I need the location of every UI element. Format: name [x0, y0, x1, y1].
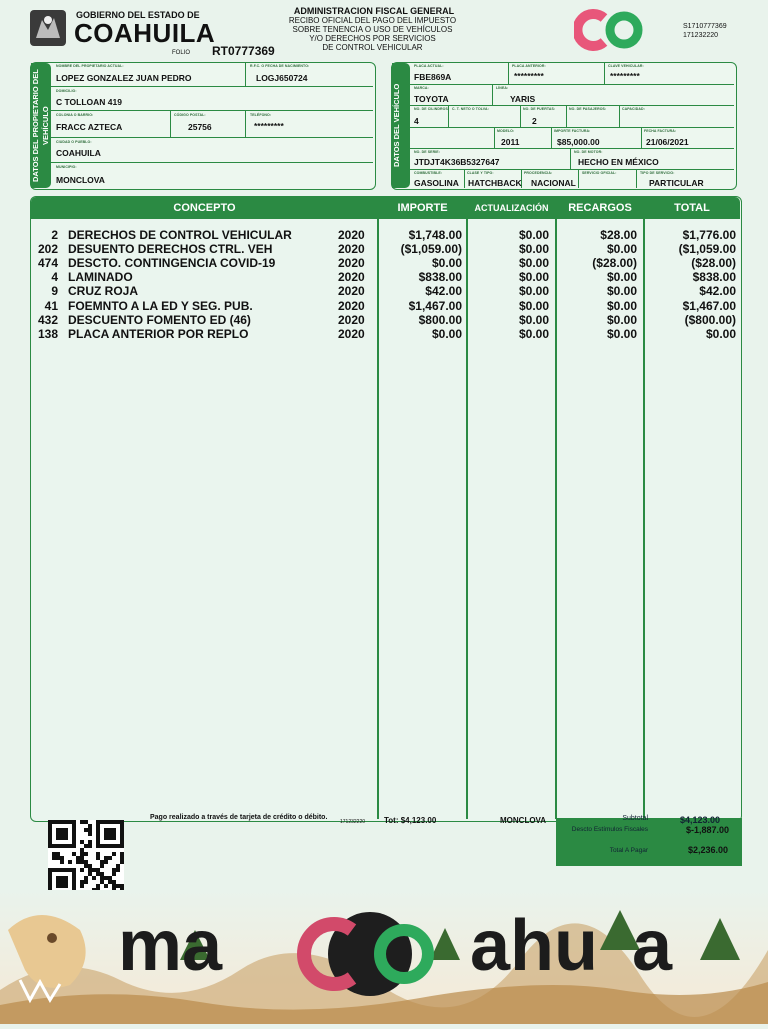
prev-plate-label: PLACA ANTERIOR: [512, 64, 546, 68]
model: 2011 [501, 137, 520, 147]
procedence: NACIONAL [531, 178, 576, 188]
owner-phone: ********* [254, 121, 284, 131]
owner-city: MONCLOVA [56, 175, 105, 185]
line: YARIS [510, 94, 536, 104]
col-header-concepto: CONCEPTO [173, 202, 236, 214]
origin-label: NO. DE MOTOR: [574, 150, 603, 154]
row-total: $838.00 [692, 270, 736, 284]
row-code: 432 [37, 313, 58, 327]
owner-colony: FRACC AZTECA [56, 122, 123, 132]
row-year: 2020 [338, 270, 365, 284]
row-total: $1,776.00 [682, 228, 736, 242]
total-label: Total A Pagar [609, 847, 648, 854]
row-actualizacion: $0.00 [518, 242, 549, 256]
place: MONCLOVA [500, 816, 547, 825]
owner-zip-label: CÓDIGO POSTAL: [174, 113, 206, 117]
invoice-date-label: FECHA FACTURA: [644, 129, 677, 133]
serial: JTDJT4K36B5327647 [414, 157, 500, 167]
row-code: 2 [51, 228, 58, 242]
vehicle-section-title: DATOS DEL VEHÍCULO [392, 63, 410, 188]
row-importe: $800.00 [418, 313, 462, 327]
row-code: 202 [37, 242, 58, 256]
row-actualizacion: $0.00 [518, 228, 549, 242]
subtitle-line: SOBRE TENENCIA O USO DE VEHÍCULOS [292, 25, 453, 34]
owner-address: C TOLLOAN 419 [56, 97, 122, 107]
row-importe: $1,467.00 [408, 299, 462, 313]
owner-phone-label: TELÉFONO: [250, 113, 272, 117]
row-recargos: $0.00 [606, 270, 637, 284]
code-2: 171232220 [683, 32, 719, 39]
tot-label: Tot: $4,123.00 [384, 816, 437, 825]
row-importe: $42.00 [425, 284, 462, 298]
row-concept: DERECHOS DE CONTROL VEHICULAR [68, 228, 292, 242]
row-year: 2020 [338, 327, 365, 341]
cylinders: 4 [414, 116, 419, 126]
row-importe: $0.00 [431, 327, 462, 341]
row-year: 2020 [338, 256, 365, 270]
owner-colony-label: COLONIA O BARRIO: [56, 113, 94, 117]
invoice-date: 21/06/2021 [646, 137, 689, 147]
use: PARTICULAR [649, 178, 704, 188]
owner-name-label: NOMBRE DEL PROPIETARIO ACTUAL: [56, 64, 124, 68]
owner-rfc: LOGJ650724 [256, 73, 308, 83]
state-name: COAHUILA [74, 18, 216, 48]
owner-name: LOPEZ GONZALEZ JUAN PEDRO [56, 73, 192, 83]
small-code: 171232220 [340, 819, 366, 825]
vehicle-key: ********* [610, 71, 640, 81]
subtitle-line: Y/O DERECHOS POR SERVICIOS [309, 34, 436, 43]
fuel-label: COMBUSTIBLE: [414, 171, 443, 175]
row-recargos: $0.00 [606, 313, 637, 327]
row-importe: $0.00 [431, 256, 462, 270]
banner-text-4: a [632, 906, 673, 986]
row-actualizacion: $0.00 [518, 284, 549, 298]
row-total: $1,467.00 [682, 299, 736, 313]
row-importe: ($1,059.00) [400, 242, 462, 256]
gov-label: GOBIERNO DEL ESTADO DE [76, 10, 200, 20]
discount-label: Descto Estímulos Fiscales [571, 826, 648, 833]
class-label: CLASE Y TIPO: [467, 171, 494, 175]
row-code: 138 [37, 327, 58, 341]
row-actualizacion: $0.00 [518, 313, 549, 327]
code-1: S1710777369 [683, 23, 727, 30]
row-actualizacion: $0.00 [518, 299, 549, 313]
qr-code-icon [48, 820, 124, 896]
row-year: 2020 [338, 313, 365, 327]
row-importe: $838.00 [418, 270, 462, 284]
row-concept: PLACA ANTERIOR POR REPLO [68, 327, 249, 341]
col-header-recargos: RECARGOS [568, 202, 632, 214]
discount: $-1,887.00 [686, 825, 730, 835]
folio-label: FOLIO [172, 50, 191, 56]
row-total: ($1,059.00 [678, 242, 736, 256]
row-recargos: $0.00 [606, 284, 637, 298]
passengers-label: NO. DE PASAJEROS: [569, 107, 607, 111]
row-year: 2020 [338, 284, 365, 298]
folio-number: RT0777369 [212, 44, 275, 58]
fuel: GASOLINA [414, 178, 459, 188]
line-label: LÍNEA: [496, 86, 509, 90]
capacity-label: CAPACIDAD: [622, 107, 645, 111]
row-recargos: $0.00 [606, 299, 637, 313]
owner-section-title: DATOS DEL PROPIETARIO DEL VEHÍCULO [31, 63, 51, 188]
brand-label: MARCA: [414, 86, 429, 90]
use-label: TIPO DE SERVICIO: [640, 171, 675, 175]
subtitle-line: RECIBO OFICIAL DEL PAGO DEL IMPUESTO [288, 16, 457, 25]
row-total: $0.00 [705, 327, 736, 341]
coahuila-seal-icon [28, 8, 68, 48]
origin: HECHO EN MÉXICO [578, 157, 659, 167]
row-actualizacion: $0.00 [518, 256, 549, 270]
payment-note: Pago realizado a través de tarjeta de crédito o débito. [150, 814, 328, 821]
owner-zip: 25756 [188, 122, 212, 132]
procedence-label: PROCEDENCIA: [524, 171, 553, 175]
subtotal: $4,123.00 [680, 815, 721, 825]
co-logo [574, 8, 646, 52]
doors: 2 [532, 116, 537, 126]
owner-state: COAHUILA [56, 148, 101, 158]
row-year: 2020 [338, 242, 365, 256]
serial-label: NO. DE SERIE: [414, 150, 440, 154]
class: HATCHBACK [468, 178, 522, 188]
agency-title: ADMINISTRACION FISCAL GENERAL [293, 6, 455, 16]
row-total: ($800.00) [684, 313, 736, 327]
row-actualizacion: $0.00 [518, 270, 549, 284]
row-recargos: $0.00 [606, 327, 637, 341]
plate: FBE869A [414, 72, 452, 82]
row-concept: DESUENTO DERECHOS CTRL. VEH [68, 242, 273, 256]
row-recargos: ($28.00) [592, 256, 637, 270]
subtotal-label: Subtotal [622, 815, 648, 822]
subtitle-line: DE CONTROL VEHICULAR [322, 43, 423, 52]
row-concept: FOEMNTO A LA ED Y SEG. PUB. [68, 299, 253, 313]
row-total: ($28.00) [691, 256, 736, 270]
row-total: $42.00 [699, 284, 736, 298]
plate-label: PLACA ACTUAL: [414, 64, 444, 68]
subtitle-block [270, 16, 475, 52]
owner-city-label: MUNICIPIO: [56, 165, 77, 169]
row-concept: DESCTO. CONTINGENCIA COVID-19 [68, 256, 276, 270]
row-code: 41 [44, 299, 58, 313]
row-concept: CRUZ ROJA [68, 284, 139, 298]
row-importe: $1,748.00 [408, 228, 462, 242]
row-concept: DESCUENTO FOMENTO ED (46) [68, 313, 251, 327]
banner-text-3: ahu [470, 906, 599, 986]
row-recargos: $0.00 [606, 242, 637, 256]
tons-label: C. T. NETO O TOLVA: [452, 107, 489, 111]
doors-label: NO. DE PUERTAS: [523, 107, 556, 111]
model-label: MODELO: [497, 129, 515, 133]
row-actualizacion: $0.00 [518, 327, 549, 341]
col-header-actualizacion: ACTUALIZACIÓN [474, 203, 549, 213]
row-recargos: $28.00 [600, 228, 637, 242]
cylinders-label: NO. DE CILINDROS: [414, 107, 450, 111]
row-code: 9 [51, 284, 58, 298]
invoice-label: IMPORTE FACTURA: [554, 129, 591, 133]
row-code: 4 [51, 270, 58, 284]
brand: TOYOTA [414, 94, 449, 104]
row-concept: LAMINADO [68, 270, 133, 284]
row-year: 2020 [338, 228, 365, 242]
invoice: $85,000.00 [557, 137, 600, 147]
service-label: SERVICIO OFICIAL: [582, 171, 617, 175]
owner-state-label: CIUDAD O PUEBLO: [56, 140, 92, 144]
owner-address-label: DOMICILIO: [56, 89, 77, 93]
prev-plate: ********* [514, 71, 544, 81]
total-to-pay: $2,236.00 [688, 845, 729, 855]
row-code: 474 [37, 256, 58, 270]
vehicle-key-label: CLAVE VEHICULAR: [608, 64, 644, 68]
col-header-importe: IMPORTE [397, 202, 448, 214]
col-header-total: TOTAL [674, 202, 710, 214]
banner-text-1: ma [118, 906, 223, 986]
row-year: 2020 [338, 299, 365, 313]
owner-rfc-label: R.F.C. O FECHA DE NACIMIENTO: [250, 64, 310, 68]
